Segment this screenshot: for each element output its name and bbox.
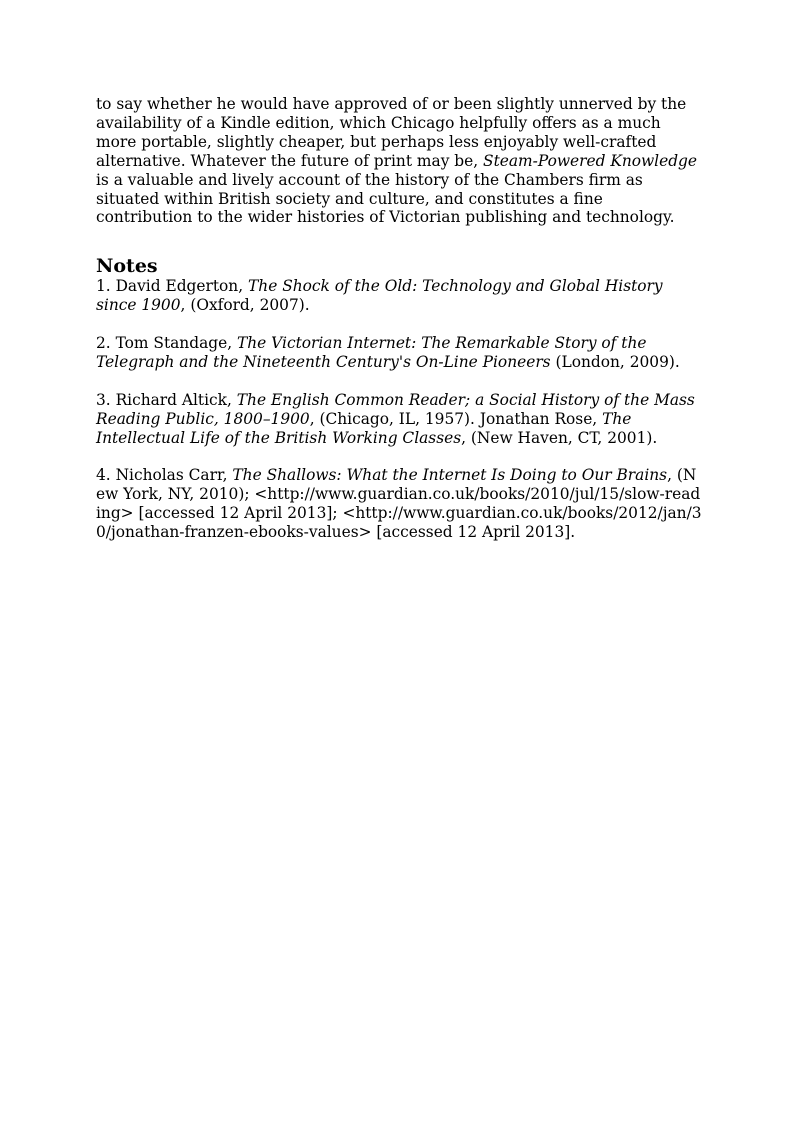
document-page (96, 95, 704, 561)
paragraph-text-continued: is a valuable and lively account of the history of the Chambers firm as situated within British society and culture, and constitutes a fine contribution to the wider histories of Victorian publishing and technology. (96, 170, 675, 227)
note-citation: , (New Haven, CT, 2001). (461, 428, 658, 447)
note-title: The Shock of the Old: Technology and Global History since 1900 (96, 277, 663, 315)
note-title: The Victorian Internet: The Remarkable Story of the Telegraph and the Nineteenth Century's On-Line Pioneers (96, 334, 647, 371)
note-citation: , (Oxford, 2007). (180, 296, 310, 315)
notes-list (96, 277, 704, 542)
note-title-second: The Intellectual Life of the British Working Classes (96, 409, 632, 447)
paragraph-text: to say whether he would have approved of or been slightly unnerved by the availability of a Kindle edition, which Chicago helpfully offers as a much more portable, slightly cheaper, but perhaps less enjoyably well-crafted alternative. Whatever the future of print may be, (96, 95, 687, 170)
note-1 (96, 277, 704, 315)
note-author: 3. Richard Altick, (96, 390, 237, 409)
note-author: 2. Tom Standage, (96, 334, 237, 353)
note-citation-with-urls: , (New York, NY, 2010); <http://www.guardian.co.uk/books/2010/jul/15/slow-reading> [accessed 12 April 2013]; <http://www.guardian.co.uk/books/2012/jan/30/jonathan-franzen-ebooks-values> [accessed 12 April 2013]. (96, 466, 702, 542)
book-title-italic: Steam-Powered Knowledge (483, 151, 698, 170)
body-paragraph (96, 95, 704, 227)
note-citation: (London, 2009). (550, 352, 680, 371)
note-2 (96, 334, 704, 372)
note-4 (96, 466, 704, 542)
note-title: The Shallows: What the Internet Is Doing to Our Brains (232, 466, 668, 485)
note-citation-middle: , (Chicago, IL, 1957). Jonathan Rose, (309, 409, 603, 428)
note-3 (96, 391, 704, 448)
note-title: The English Common Reader; a Social History of the Mass Reading Public, 1800–1900 (96, 390, 695, 428)
notes-heading: Notes (96, 255, 158, 278)
note-author: 1. David Edgerton, (96, 277, 249, 296)
note-author: 4. Nicholas Carr, (96, 466, 233, 485)
